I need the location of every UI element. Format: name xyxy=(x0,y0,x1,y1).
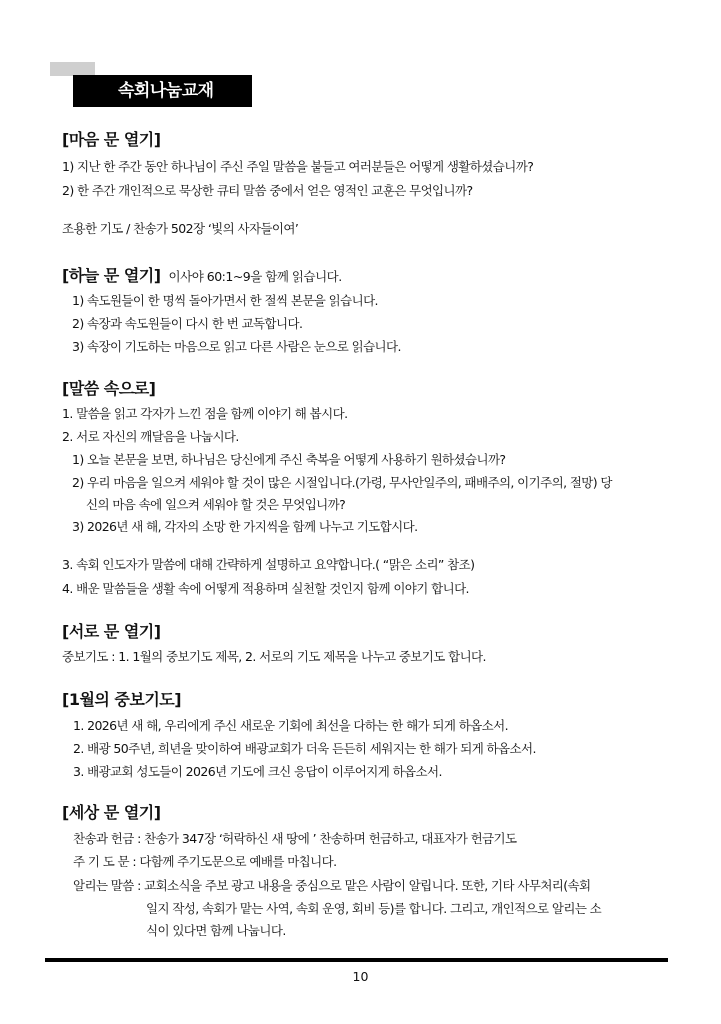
heading-january: [1월의 중보기도] xyxy=(62,690,182,709)
world-notice-2: 일지 작성, 속회가 맡는 사역, 속회 운영, 회비 등)를 합니다. 그리고, 개인적으로 알리는 소 xyxy=(146,901,602,916)
heart-prayer: 조용한 기도 / 찬송가 502장 ‘빛의 사자들이여’ xyxy=(62,221,299,236)
heading-world: [세상 문 열기] xyxy=(62,803,161,822)
january-line-1: 1. 2026년 새 해, 우리에게 주신 새로운 기회에 최선을 다하는 한 해가 되게 하옵소서. xyxy=(73,718,508,733)
heaven-line-2: 2) 속장과 속도원들이 다시 한 번 교독합니다. xyxy=(72,316,303,331)
footer-divider xyxy=(45,958,668,962)
world-notice-1: 알리는 말씀 : 교회소식을 주보 광고 내용을 중심으로 맡은 사람이 알립니다. 또한, 기타 사무처리(속회 xyxy=(73,878,591,893)
heading-word: [말씀 속으로] xyxy=(62,379,156,398)
world-lords-prayer: 주 기 도 문 : 다함께 주기도문으로 예배를 마칩니다. xyxy=(73,854,337,869)
page-title: 속회나눔교재 xyxy=(118,81,214,101)
heading-heaven-title: [하늘 문 열기] xyxy=(62,266,161,285)
heaven-scripture: 이사야 60:1~9을 함께 읽습니다. xyxy=(168,269,342,284)
each-other-line: 중보기도 : 1. 1월의 중보기도 제목, 2. 서로의 기도 제목을 나누고 중보기도 합니다. xyxy=(62,649,486,664)
word-sub-3: 3) 2026년 새 해, 각자의 소망 한 가지씩을 함께 나누고 기도합시다. xyxy=(72,519,418,534)
heart-line-2: 2) 한 주간 개인적으로 묵상한 큐티 말씀 중에서 얻은 영적인 교훈은 무엇입니까? xyxy=(62,183,473,198)
heart-line-1: 1) 지난 한 주간 동안 하나님이 주신 주일 말씀을 붙들고 여러분들은 어떻게 생활하셨습니까? xyxy=(62,159,534,174)
heading-heaven xyxy=(62,265,342,288)
word-sub-2a: 2) 우리 마음을 일으켜 세워야 할 것이 많은 시절입니다.(가령, 무사안일주의, 패배주의, 이기주의, 절망) 당 xyxy=(72,475,612,490)
word-item-3: 3. 속회 인도자가 말씀에 대해 간략하게 설명하고 요약합니다.( “맑은 소리” 참조) xyxy=(62,557,475,572)
word-item-1: 1. 말씀을 읽고 각자가 느낀 점을 함께 이야기 해 봅시다. xyxy=(62,406,348,421)
world-hymn: 찬송과 헌금 : 찬송가 347장 ‘허락하신 새 땅에 ’ 찬송하며 헌금하고, 대표자가 헌금기도 xyxy=(73,831,517,846)
word-item-4: 4. 배운 말씀들을 생활 속에 어떻게 적용하며 실천할 것인지 함께 이야기 합니다. xyxy=(62,581,469,596)
word-sub-1: 1) 오늘 본문을 보면, 하나님은 당신에게 주신 축복을 어떻게 사용하기 원하셨습니까? xyxy=(72,452,506,467)
january-line-2: 2. 배광 50주년, 희년을 맞이하여 배광교회가 더욱 든든히 세워지는 한 해가 되게 하옵소서. xyxy=(73,741,536,756)
heaven-line-1: 1) 속도원들이 한 명씩 돌아가면서 한 절씩 본문을 읽습니다. xyxy=(72,293,378,308)
heading-heart: [마음 문 열기] xyxy=(62,130,161,149)
heaven-line-3: 3) 속장이 기도하는 마음으로 읽고 다른 사람은 눈으로 읽습니다. xyxy=(72,339,401,354)
january-line-3: 3. 배광교회 성도들이 2026년 기도에 크신 응답이 이루어지게 하옵소서. xyxy=(73,764,442,779)
title-banner xyxy=(73,75,252,107)
word-item-2: 2. 서로 자신의 깨달음을 나눕시다. xyxy=(62,429,239,444)
heading-each-other: [서로 문 열기] xyxy=(62,622,161,641)
world-notice-3: 식이 있다면 함께 나눕니다. xyxy=(146,923,286,938)
decorative-gray-tab xyxy=(50,62,95,76)
page-number: 10 xyxy=(352,969,369,984)
word-sub-2b: 신의 마음 속에 일으켜 세워야 할 것은 무엇입니까? xyxy=(86,497,346,512)
